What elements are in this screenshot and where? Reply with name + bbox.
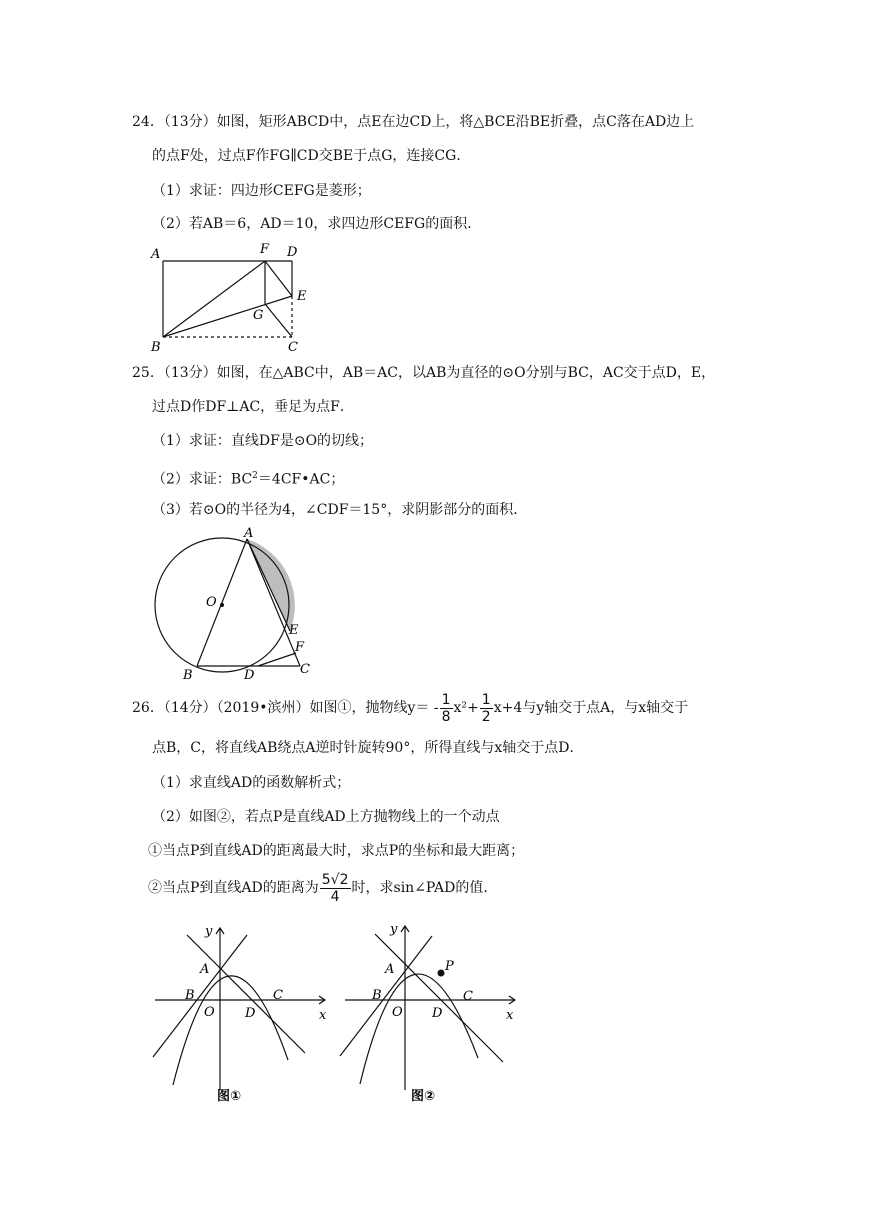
q25-part2-a: （2）求证：BC <box>152 471 253 488</box>
q26-part2: （2）如图②，若点P是直线AD上方抛物线上的一个动点 <box>152 809 500 825</box>
label-D: D <box>287 245 298 260</box>
label-B: B <box>372 988 382 1003</box>
q25-part3: （3）若⊙O的半径为4，∠CDF＝15°，求阴影部分的面积． <box>152 502 528 518</box>
label-x: x <box>506 1008 514 1023</box>
q25-stem-line2: 过点D作DF⊥AC，垂足为点F． <box>152 399 354 415</box>
label-y: y <box>390 922 398 937</box>
fraction-one-eighth: $\frac{1}{8}$ <box>441 691 451 725</box>
q26-stem-line1 <box>132 690 688 726</box>
q24-stem-line1: 24．（13分）如图，矩形ABCD中，点E在边CD上，将△BCE沿BE折叠，点C落在AD边上 <box>132 114 695 130</box>
label-O: O <box>206 595 217 610</box>
q26-figure-1 <box>145 920 345 1110</box>
q25-part2-sup: 2 <box>252 471 258 481</box>
label-D: D <box>245 1006 256 1021</box>
q25-stem-line1: 25．（13分）如图，在△ABC中，AB＝AC，以AB为直径的⊙O分别与BC，AC交于点D，E， <box>132 365 716 381</box>
label-x: x <box>319 1008 327 1023</box>
q24-rectangle-figure <box>140 236 320 356</box>
q26-stem-line2: 点B，C，将直线AB绕点A逆时针旋转90°，所得直线与x轴交于点D． <box>152 740 584 756</box>
label-C: C <box>463 989 473 1004</box>
fraction-5root2-over-4: $\frac{5√2}{4}$ <box>321 871 349 905</box>
label-B: B <box>151 340 161 355</box>
q24-stem-line2: 的点F处，过点F作FG∥CD交BE于点G，连接CG． <box>152 148 471 164</box>
q25-circle-figure <box>140 525 330 685</box>
q25-part2-b: ＝4CF•AC； <box>257 471 345 488</box>
point-P <box>438 970 445 977</box>
q25-part1: （1）求证：直线DF是⊙O的切线； <box>152 433 374 449</box>
q24-part2: （2）若AB＝6，AD＝10，求四边形CEFG的面积． <box>152 216 482 232</box>
q26-sub1: ①当点P到直线AD的距离最大时，求点P的坐标和最大距离； <box>148 843 525 859</box>
label-O: O <box>392 1005 403 1020</box>
q26-sub2-a: ②当点P到直线AD的距离为 <box>148 880 319 896</box>
label-C: C <box>288 340 298 355</box>
label-C: C <box>273 988 283 1003</box>
figure-2-caption: 图② <box>411 1089 436 1104</box>
fraction-one-half: $\frac{1}{2}$ <box>481 691 491 725</box>
label-E: E <box>297 289 307 304</box>
q26-line1-c: x+4与y轴交于点A，与x轴交于 <box>493 700 689 716</box>
label-A: A <box>244 526 254 541</box>
label-A: A <box>151 247 161 262</box>
q24-part1: （1）求证：四边形CEFG是菱形； <box>152 183 371 199</box>
label-D: D <box>432 1006 443 1021</box>
label-F: F <box>295 640 305 655</box>
label-E: E <box>289 623 299 638</box>
label-F: F <box>260 242 270 257</box>
figure-1-caption: 图① <box>217 1089 242 1104</box>
q25-part2 <box>152 466 344 490</box>
label-C: C <box>300 662 310 677</box>
label-G: G <box>253 308 264 323</box>
label-A: A <box>385 962 395 977</box>
label-A: A <box>200 962 210 977</box>
label-B: B <box>183 668 193 683</box>
label-P: P <box>445 959 454 974</box>
q26-sub2-b: 时，求sin∠PAD的值． <box>351 880 498 896</box>
label-B: B <box>185 988 195 1003</box>
label-D: D <box>244 668 255 683</box>
q26-line1-b: x²+ <box>453 700 479 716</box>
q26-line1-a: 26．（14分）（2019•滨州）如图①，抛物线y＝ - <box>132 700 439 716</box>
q26-sub2 <box>148 868 497 908</box>
label-O: O <box>204 1005 215 1020</box>
q26-figure-2 <box>335 916 535 1110</box>
label-y: y <box>205 924 213 939</box>
q26-part1: （1）求直线AD的函数解析式； <box>152 775 351 791</box>
